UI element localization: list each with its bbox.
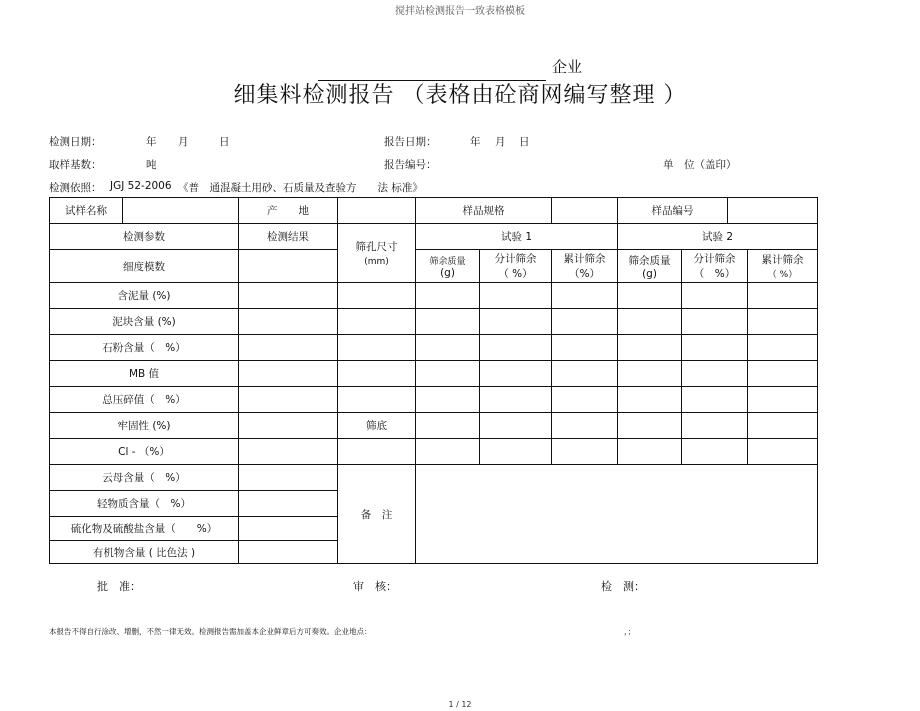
test2-cumul-label: 累计筛余	[761, 254, 804, 266]
sieve-size-cell[interactable]	[338, 335, 416, 361]
data-cell[interactable]	[748, 335, 818, 361]
sample-base-unit: 吨	[146, 159, 157, 171]
approve-label: 批 准：	[97, 580, 141, 593]
data-cell[interactable]	[416, 387, 480, 413]
data-cell[interactable]	[552, 413, 618, 439]
remarks-value[interactable]	[416, 465, 818, 564]
data-cell[interactable]	[552, 439, 618, 465]
test2-partial-unit: （ %）	[693, 268, 736, 280]
data-cell[interactable]	[682, 283, 748, 309]
table-row	[50, 283, 818, 309]
sample-base-label: 取样基数：	[49, 159, 102, 171]
test2-cumul-header	[748, 250, 818, 283]
unit-seal-label: 单 位（盖印）	[663, 159, 737, 171]
remarks-label: 备 注	[338, 465, 416, 564]
data-cell[interactable]	[618, 283, 682, 309]
test1-residue-mass-label: 筛余质量	[429, 256, 466, 267]
sieve-size-cell[interactable]	[338, 283, 416, 309]
review-label: 审 核：	[353, 580, 397, 593]
spec-value[interactable]	[552, 198, 618, 224]
test-label: 检 测：	[601, 580, 645, 593]
param-label: 轻物质含量（ %）	[50, 491, 239, 517]
param-result[interactable]	[239, 541, 338, 564]
result-header: 检测结果	[239, 224, 338, 250]
sieve-size-cell[interactable]	[338, 361, 416, 387]
table-row	[50, 465, 818, 491]
report-date-label: 报告日期：	[384, 136, 437, 148]
data-cell[interactable]	[748, 361, 818, 387]
test1-cumul-label: 累计筛余	[563, 253, 606, 265]
param-result[interactable]	[239, 517, 338, 541]
table-row	[50, 413, 818, 439]
report-no-label: 报告编号：	[384, 159, 437, 171]
data-cell[interactable]	[416, 361, 480, 387]
data-cell[interactable]	[552, 361, 618, 387]
test2-cumul-unit: （ %）	[767, 270, 798, 280]
data-cell[interactable]	[682, 439, 748, 465]
param-result[interactable]	[239, 283, 338, 309]
data-cell[interactable]	[480, 387, 552, 413]
sample-no-label: 样品编号	[618, 198, 728, 224]
param-label: 总压碎值（ %）	[50, 387, 239, 413]
data-cell[interactable]	[416, 309, 480, 335]
param-label: 硫化物及硫酸盐含量（ %）	[50, 517, 239, 541]
data-cell[interactable]	[480, 309, 552, 335]
data-cell[interactable]	[682, 335, 748, 361]
report-date-month: 月	[495, 136, 506, 148]
param-result[interactable]	[239, 491, 338, 517]
data-cell[interactable]	[552, 283, 618, 309]
test1-residue-mass-unit: (g)	[440, 266, 455, 279]
data-cell[interactable]	[618, 439, 682, 465]
test-date-year: 年	[146, 136, 157, 148]
data-cell[interactable]	[748, 283, 818, 309]
basis-code: JGJ 52-2006	[110, 180, 172, 192]
data-cell[interactable]	[748, 387, 818, 413]
basis-label: 检测依照：	[49, 182, 102, 194]
sieve-size-header	[338, 224, 416, 283]
data-cell[interactable]	[552, 309, 618, 335]
test-date-month: 月	[178, 136, 189, 148]
data-cell[interactable]	[618, 309, 682, 335]
data-cell[interactable]	[748, 439, 818, 465]
sieve-size-cell[interactable]	[338, 439, 416, 465]
data-cell[interactable]	[682, 387, 748, 413]
sieve-size-unit: (mm)	[364, 257, 389, 267]
table-row	[50, 335, 818, 361]
param-result[interactable]	[239, 465, 338, 491]
test-date-day: 日	[219, 136, 230, 148]
param-label: MB 值	[50, 361, 239, 387]
table-row	[50, 439, 818, 465]
basis-text: 《普 通混凝土用砂、石质量及查验方 法 标准》	[178, 182, 423, 194]
data-cell[interactable]	[748, 309, 818, 335]
data-cell[interactable]	[416, 283, 480, 309]
origin-label: 产 地	[239, 198, 338, 224]
data-cell[interactable]	[682, 361, 748, 387]
data-cell[interactable]	[480, 361, 552, 387]
test2-partial-header	[682, 250, 748, 283]
data-cell[interactable]	[618, 413, 682, 439]
data-cell[interactable]	[480, 439, 552, 465]
param-header: 检测参数	[50, 224, 239, 250]
data-cell[interactable]	[480, 413, 552, 439]
data-cell[interactable]	[618, 387, 682, 413]
table-row	[50, 387, 818, 413]
company-suffix: 企业	[552, 58, 583, 76]
footer-note: 本报告不得自行涂改、增删，不然一律无效。检测报告需加盖本企业鲜章后方可奏效。企业地点：	[49, 627, 372, 636]
data-cell[interactable]	[682, 413, 748, 439]
param-label: 细度模数	[50, 250, 239, 283]
sample-name-value[interactable]	[123, 198, 239, 224]
param-label: 含泥量 (%)	[50, 283, 239, 309]
test1-partial-unit: （ %）	[498, 268, 533, 280]
param-label: 云母含量（ %）	[50, 465, 239, 491]
report-date-day: 日	[519, 136, 530, 148]
table-row	[50, 361, 818, 387]
param-result[interactable]	[239, 387, 338, 413]
test1-header: 试验 1	[416, 224, 618, 250]
sieve-size-cell[interactable]	[338, 309, 416, 335]
data-cell[interactable]	[416, 413, 480, 439]
test1-cumul-header	[552, 250, 618, 283]
test2-residue-mass-header	[618, 250, 682, 283]
test1-partial-header	[480, 250, 552, 283]
test1-residue-mass-header	[416, 250, 480, 283]
test1-partial-label: 分计筛余	[494, 253, 537, 265]
test1-cumul-unit: （%）	[569, 268, 600, 280]
test2-residue-mass-label: 筛余质量	[628, 254, 671, 267]
table-row	[50, 309, 818, 335]
data-cell[interactable]	[618, 335, 682, 361]
param-label: 泥块含量 (%)	[50, 309, 239, 335]
param-label: 石粉含量（ %）	[50, 335, 239, 361]
param-result[interactable]	[239, 413, 338, 439]
test2-partial-label: 分计筛余	[693, 253, 736, 265]
footer-marks: ，；	[624, 627, 636, 636]
test2-residue-mass-unit: (g)	[642, 267, 657, 280]
param-label: 牢固性 (%)	[50, 413, 239, 439]
document-title: 搅拌站检测报告一致表格模板	[395, 6, 525, 17]
spec-label: 样品规格	[416, 198, 552, 224]
page-number: 1 / 12	[448, 700, 472, 709]
data-cell[interactable]	[552, 335, 618, 361]
data-cell[interactable]	[480, 335, 552, 361]
data-cell[interactable]	[416, 335, 480, 361]
data-cell[interactable]	[552, 387, 618, 413]
sample-name-label: 试样名称	[50, 198, 123, 224]
param-result[interactable]	[239, 439, 338, 465]
sieve-size-label: 筛孔尺寸	[355, 241, 398, 253]
data-cell[interactable]	[748, 413, 818, 439]
data-cell[interactable]	[416, 439, 480, 465]
report-title: 细集料检测报告 （表格由砼商网编写整理 ）	[233, 83, 687, 108]
param-result[interactable]	[239, 361, 338, 387]
test2-header: 试验 2	[618, 224, 818, 250]
sieve-size-cell[interactable]	[338, 387, 416, 413]
report-table	[49, 197, 818, 564]
test-date-label: 检测日期：	[49, 136, 102, 148]
param-label: Cl - （%）	[50, 439, 239, 465]
report-date-year: 年	[470, 136, 481, 148]
sample-no-value[interactable]	[728, 198, 818, 224]
data-cell[interactable]	[618, 361, 682, 387]
origin-value[interactable]	[338, 198, 416, 224]
param-result[interactable]	[239, 309, 338, 335]
param-result[interactable]	[239, 335, 338, 361]
sieve-bottom-label: 筛底	[338, 413, 416, 439]
param-result[interactable]	[239, 250, 338, 283]
data-cell[interactable]	[682, 309, 748, 335]
data-cell[interactable]	[480, 283, 552, 309]
param-label: 有机物含量 ( 比色法 )	[50, 541, 239, 564]
